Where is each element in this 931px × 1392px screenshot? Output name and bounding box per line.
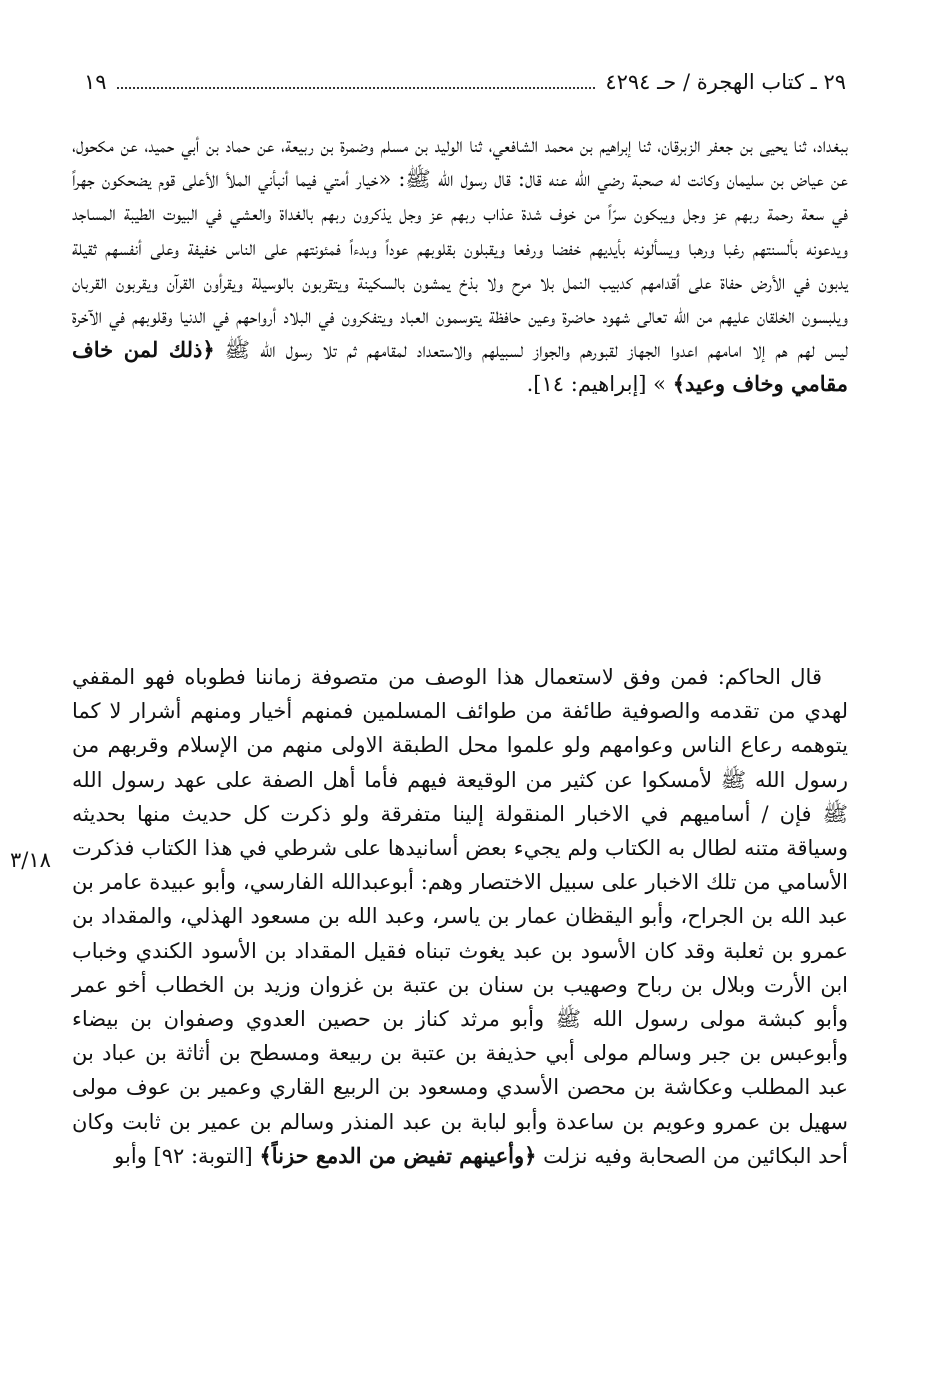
hakim-text: قال الحاكم: فمن وفق لاستعمال هذا الوصف من متصوفة زماننا فطوباه فهو المقفي لهدي من تقدمه والصوفية طائفة من طوائف المسلمين فمنهم أخيار ومنهم أشرار لا كما يتوهمه رعاع الناس وعوامهم ولو علموا محل الطبقة الاولى منهم من الإسلام وقربهم من رسول الله ﷺ لأمسكوا عن كثير من الوقيعة فيهم فأما أهل الصفة على عهد رسول الله ﷺ فإن / أساميهم في الاخبار المنقولة إلينا متفرقة ولو ذكرت كل حديث منها بحديثه وسياقة متنه لطال به الكتاب ولم يجيء بعض أسانيدها على شرطي في هذا الكتاب فذكرت الأسامي من تلك الاخبار على سبيل الاختصار وهم: أبوعبدالله الفارسي، وأبو عبيدة عامر بن عبد الله بن الجراح، وأبو اليقظان عمار بن ياسر، وعبد الله بن مسعود الهذلي، والمقداد بن عمرو بن ثعلبة وقد كان الأسود بن عبد يغوث تبناه فقيل المقداد بن الأسود الكندي وخباب ابن الأرت وبلال بن رباح وصهيب بن سنان بن عتبة بن غزوان وزيد بن الخطاب أخو عمر وأبو كبشة مولى رسول الله ﷺ وأبو مرثد كناز بن حصين العدوي وصفوان بن بيضاء وأبوعبس بن جبر وسالم مولى أبي حذيفة بن عتبة بن ربيعة ومسطح بن أثاثة بن عباد بن عبد المطلب وعكاشة بن محصن الأسدي ومسعود بن الربيع القاري وعمير بن عوف مولى سهيل بن عمرو وعويم بن ساعدة وأبو لبابة بن عبد المنذر وسالم بن عمير بن ثابت وكان أحد البكائين من الصحابة وفيه نزلت [72, 665, 848, 1168]
hadith-paragraph [72, 128, 848, 402]
quran-citation: » [إبراهيم: ١٤]. [526, 372, 667, 397]
quran-quote: ﴿وأعينهم تفيض من الدمع حزناً﴾ [259, 1142, 537, 1168]
hakim-text-continued: [التوبة: ٩٢] وأبو [114, 1143, 253, 1168]
margin-reference: ٣/١٨ [10, 848, 51, 872]
hadith-text: ببغداد، ثنا يحيى بن جعفر الزبرقان، ثنا إبراهيم بن محمد الشافعي، ثنا الوليد بن مسلم وضمرة بن ربيعة، عن حماد بن أبي حميد، عن مكحول، عن عياض بن سليمان وكانت له صحبة رضي الله عنه قال: قال رسول الله ﷺ: «خيار أمتي فيما أنبأني الملأ الأعلى قوم يضحكون جهراً في سعة رحمة ربهم عز وجل ويبكون سرّاً من خوف شدة عذاب ربهم عز وجل يذكرون ربهم بالغداة والعشي في البيوت الطيبة المساجد ويدعونه بألسنتهم رغبا ورهبا ويسألونه بأيديهم خفضا ورفعا ويقبلون بقلوبهم عوداً وبدءاً فمئونتهم على الناس خفيفة وعلى أنفسهم ثقيلة يدبون في الأرض حفاة على أقدامهم كدبيب النمل بلا مرح ولا بذخ يمشون بالسكينة ويتقربون بالوسيلة ويقرأون القرآن ويقربون القربان ويلبسون الخلقان عليهم من الله تعالى شهود حاضرة وعين حافظة يتوسمون العباد ويتفكرون في البلاد أرواحهم في الدنيا وقلوبهم في الآخرة ليس لهم هم إلا امامهم اعدوا الجهاز لقبورهم والجواز لسبيلهم والاستعداد لمقامهم ثم تلا رسول الله ﷺ [72, 133, 848, 363]
quran-quote: ﴿ذلك لمن خاف مقامي وخاف وعيد﴾ [72, 337, 848, 397]
dotted-leader [117, 87, 596, 89]
page-header [84, 62, 846, 102]
page-number: ١٩ [84, 70, 107, 94]
hakim-paragraph [72, 660, 848, 1173]
running-title: ٢٩ ـ كتاب الهجرة / حـ ٤٢٩٤ [605, 70, 846, 94]
